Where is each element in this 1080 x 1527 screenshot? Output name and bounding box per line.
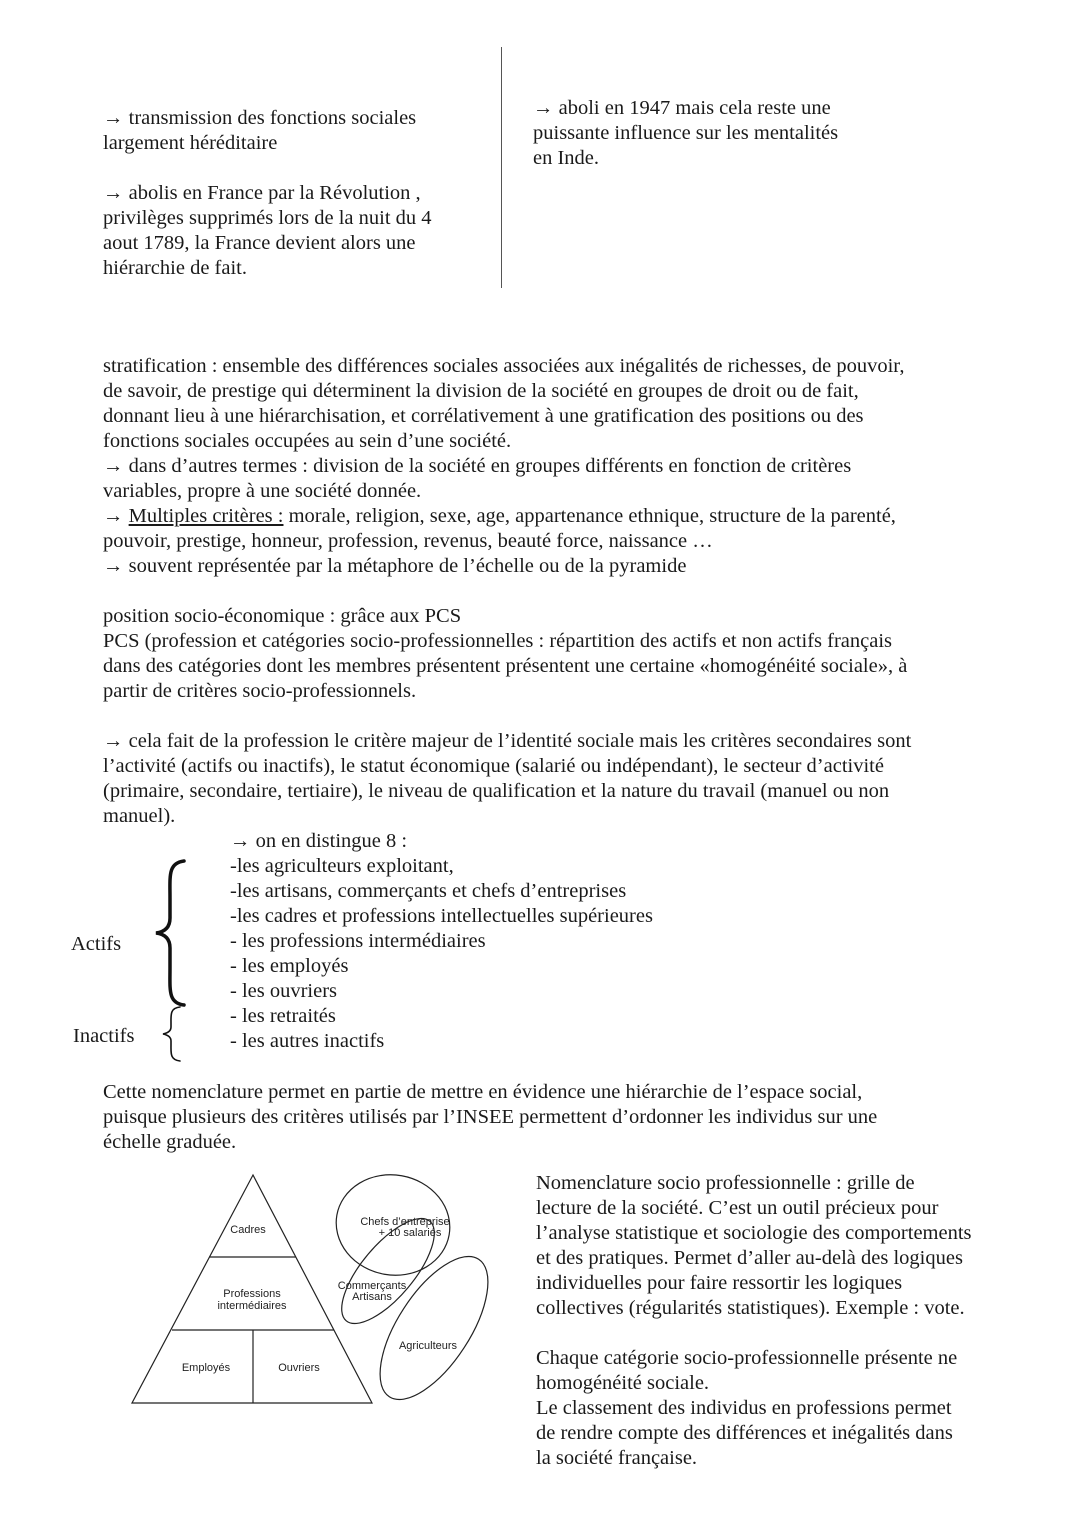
text-line: donnant lieu à une hiérarchisation, et corrélativement à une gratification des positions ou des (103, 405, 864, 427)
text-line: hiérarchie de fait. (103, 257, 247, 279)
list-item: - les ouvriers (230, 980, 338, 1002)
text-line: individuelles pour faire ressortir les logiques (536, 1272, 903, 1294)
text-line: → transmission des fonctions sociales (103, 107, 417, 129)
text-line: l’analyse statistique et sociologie des comportements (536, 1222, 972, 1244)
list-item: - les autres inactifs (230, 1030, 385, 1052)
list-item: -les agriculteurs exploitant, (230, 855, 454, 877)
list-item: - les employés (230, 955, 349, 977)
text-line: Nomenclature socio professionnelle : grille de (536, 1172, 915, 1194)
criteria-label: Multiples critères : (128, 505, 284, 527)
label-intermediaires: intermédiaires (217, 1300, 287, 1312)
pcs-pyramid-diagram (125, 1165, 505, 1415)
arrow: → (103, 505, 129, 527)
label-professions: Professions (223, 1288, 281, 1300)
list-item: - les professions intermédiaires (230, 930, 486, 952)
column-divider (501, 47, 502, 288)
label-agriculteurs: Agriculteurs (398, 1340, 458, 1352)
text-line: PCS (profession et catégories socio-professionnelles : répartition des actifs et non actifs français (103, 630, 893, 652)
stratification-section (103, 354, 1003, 579)
text-line: puissante influence sur les mentalités (533, 122, 839, 144)
list-item: - les retraités (230, 1005, 336, 1027)
text-line: Cette nomenclature permet en partie de mettre en évidence une hiérarchie de l’espace social, (103, 1081, 863, 1103)
top-right-block (533, 96, 933, 171)
nomenclature-paragraph (103, 1080, 1003, 1155)
text-line: privilèges supprimés lors de la nuit du 4 (103, 207, 432, 229)
label-cadres: Cadres (230, 1224, 266, 1236)
text-line (103, 704, 1003, 729)
text-line: → aboli en 1947 mais cela reste une (533, 97, 831, 119)
categories-list (230, 829, 730, 1054)
text-line: → souvent représentée par la métaphore de l’échelle ou de la pyramide (103, 555, 687, 577)
criteria-line (103, 504, 1003, 529)
text-line: variables, propre à une société donnée. (103, 480, 422, 502)
text-line: → cela fait de la profession le critère majeur de l’identité sociale mais les critères secondaires sont (103, 730, 912, 752)
text-line: aout 1789, la France devient alors une (103, 232, 416, 254)
text-line: homogénéité sociale. (536, 1372, 710, 1394)
text-line: de savoir, de prestige qui déterminent la division de la société en groupes de droit ou de fait, (103, 380, 859, 402)
text-line: et des pratiques. Permet d’aller au-delà des logiques (536, 1247, 963, 1269)
text-line (103, 156, 493, 181)
text-line: manuel). (103, 805, 176, 827)
inactifs-brace (158, 1005, 188, 1063)
text-line: échelle graduée. (103, 1131, 237, 1153)
text-line: en Inde. (533, 147, 600, 169)
text-line: l’activité (actifs ou inactifs), le statut économique (salarié ou indépendant), le secteur d’activité (103, 755, 884, 777)
label-employes: Employés (181, 1362, 231, 1374)
text-line: collectives (régularités statistiques). Exemple : vote. (536, 1297, 965, 1319)
right-text-column (536, 1171, 1036, 1471)
text-line: largement héréditaire (103, 132, 278, 154)
text-line: stratification : ensemble des différences sociales associées aux inégalités de richesses, de pouvoir, (103, 355, 905, 377)
label-commercants: Commerçants (337, 1280, 407, 1292)
text-line: de rendre compte des différences et inégalités dans (536, 1422, 953, 1444)
text-line (536, 1321, 1036, 1346)
label-salaries: + 10 salariés (378, 1227, 442, 1239)
text-line: fonctions sociales occupées au sein d’une société. (103, 430, 512, 452)
list-item: -les cadres et professions intellectuelles supérieures (230, 905, 653, 927)
pcs-section (103, 604, 1003, 829)
inactifs-label: Inactifs (73, 1025, 135, 1047)
list-item: -les artisans, commerçants et chefs d’entreprises (230, 880, 627, 902)
text-line: Chaque catégorie socio-professionnelle présente ne (536, 1347, 958, 1369)
label-ouvriers: Ouvriers (278, 1362, 320, 1374)
text-line: pouvoir, prestige, honneur, profession, revenus, beauté force, naissance … (103, 530, 713, 552)
label-chefs: Chefs d’entreprise (360, 1216, 450, 1228)
text-line: la société française. (536, 1447, 698, 1469)
text-line: lecture de la société. C’est un outil précieux pour (536, 1197, 939, 1219)
text-line: Le classement des individus en professions permet (536, 1397, 952, 1419)
text-line: position socio-économique : grâce aux PCS (103, 605, 462, 627)
text-line: dans des catégories dont les membres présentent présentent une certaine «homogénéité sociale», à (103, 655, 908, 677)
text-line: puisque plusieurs des critères utilisés par l’INSEE permettent d’ordonner les individus sur une (103, 1106, 878, 1128)
text-line: → dans d’autres termes : division de la société en groupes différents en fonction de critères (103, 455, 852, 477)
list-heading: → on en distingue 8 : (230, 830, 408, 852)
actifs-brace (150, 858, 190, 1008)
text-line: partir de critères socio-professionnels. (103, 680, 417, 702)
criteria-text: morale, religion, sexe, age, appartenance ethnique, structure de la parenté, (283, 505, 896, 527)
agriculteurs-ellipse (359, 1240, 505, 1415)
text-line: (primaire, secondaire, tertiaire), le niveau de qualification et la nature du travail (manuel ou non (103, 780, 890, 802)
top-left-block (103, 106, 493, 281)
text-line: → abolis en France par la Révolution , (103, 182, 421, 204)
label-artisans: Artisans (352, 1291, 392, 1303)
actifs-label: Actifs (71, 933, 122, 955)
